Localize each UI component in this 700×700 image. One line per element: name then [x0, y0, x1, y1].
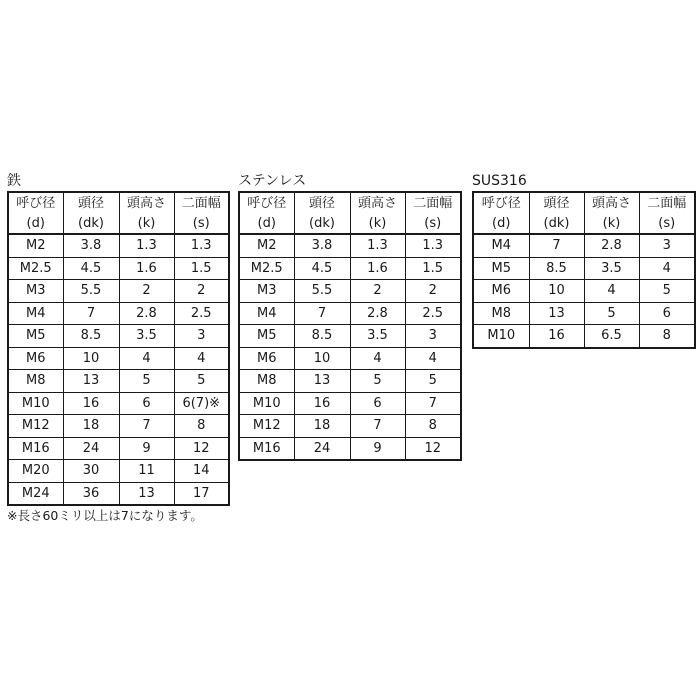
header-sub: (dk) [294, 214, 350, 234]
table-cell: 13 [529, 302, 584, 325]
table-cell: 10 [63, 347, 119, 370]
table-row [8, 392, 229, 415]
table-cell: 5.5 [63, 280, 119, 303]
table-cell: 3 [174, 325, 229, 348]
table-cell: M10 [473, 325, 529, 348]
table-cell: 2 [405, 280, 461, 303]
table-cell: M2.5 [8, 257, 63, 280]
table-cell: 1.3 [174, 234, 229, 257]
table-cell: 2 [350, 280, 405, 303]
section-sus316 [472, 173, 696, 349]
table-cell: 16 [529, 325, 584, 348]
table-cell: 7 [405, 392, 461, 415]
table-cell: M12 [8, 415, 63, 438]
table-cell: 7 [63, 302, 119, 325]
header-nominal-diameter: 呼び径 [473, 192, 529, 214]
table-cell: 7 [119, 415, 174, 438]
table-cell: 14 [174, 460, 229, 483]
table-cell: 2.8 [119, 302, 174, 325]
table-cell: 8 [174, 415, 229, 438]
table-cell: M5 [8, 325, 63, 348]
table-cell: 11 [119, 460, 174, 483]
table-cell: 3.5 [584, 257, 639, 280]
table-row [8, 482, 229, 505]
header-width-across-flats: 二面幅 [639, 192, 695, 214]
table-cell: 8.5 [529, 257, 584, 280]
table-cell: 8 [639, 325, 695, 348]
table-cell: M2.5 [239, 257, 294, 280]
table-cell: 4 [584, 280, 639, 303]
table-row [239, 415, 461, 438]
header-nominal-diameter: 呼び径 [239, 192, 294, 214]
header-sub: (d) [8, 214, 63, 234]
table-cell: 6.5 [584, 325, 639, 348]
table-cell: 30 [63, 460, 119, 483]
table-cell: 5 [639, 280, 695, 303]
table-cell: 5 [584, 302, 639, 325]
table-cell: M12 [239, 415, 294, 438]
table-cell: 1.3 [405, 234, 461, 257]
table-cell: 36 [63, 482, 119, 505]
table-cell: M6 [8, 347, 63, 370]
table-cell: 10 [294, 347, 350, 370]
table-cell: 4 [405, 347, 461, 370]
table-cell: 4 [639, 257, 695, 280]
table-row [473, 234, 695, 257]
table-cell: 7 [294, 302, 350, 325]
header-head-diameter: 頭径 [294, 192, 350, 214]
table-cell: 5.5 [294, 280, 350, 303]
table-cell: 4.5 [63, 257, 119, 280]
table-cell: 5 [350, 370, 405, 393]
table-row [239, 437, 461, 460]
table-cell: 13 [294, 370, 350, 393]
table-cell: M4 [239, 302, 294, 325]
table-cell: 4 [350, 347, 405, 370]
table-cell: 17 [174, 482, 229, 505]
table-cell: 5 [405, 370, 461, 393]
header-sub: (k) [119, 214, 174, 234]
table-cell: 8.5 [294, 325, 350, 348]
header-head-height: 頭高さ [350, 192, 405, 214]
table-cell: 12 [174, 437, 229, 460]
table-cell: 18 [294, 415, 350, 438]
header-head-height: 頭高さ [584, 192, 639, 214]
table-cell: 3.8 [294, 234, 350, 257]
table-cell: 4 [119, 347, 174, 370]
table-cell: 1.6 [119, 257, 174, 280]
table-cell: 8 [405, 415, 461, 438]
table-cell: 24 [294, 437, 350, 460]
table-cell: M2 [8, 234, 63, 257]
table-cell: 1.3 [119, 234, 174, 257]
table-cell: M10 [8, 392, 63, 415]
table-cell: 2.8 [350, 302, 405, 325]
table-cell: M10 [239, 392, 294, 415]
table-cell: M3 [239, 280, 294, 303]
table-row [473, 257, 695, 280]
table-cell: M6 [239, 347, 294, 370]
section-title: SUS316 [472, 173, 527, 189]
header-head-diameter: 頭径 [63, 192, 119, 214]
table-cell: M5 [473, 257, 529, 280]
footnote: ※長さ60ミリ以上は7になります。 [7, 508, 203, 523]
table-cell: 18 [63, 415, 119, 438]
table-cell: 6 [119, 392, 174, 415]
table-cell: 13 [63, 370, 119, 393]
table-row [8, 302, 229, 325]
table-cell: 3.5 [119, 325, 174, 348]
table-cell: M4 [8, 302, 63, 325]
section-stainless [238, 173, 462, 461]
table-cell: 4 [174, 347, 229, 370]
header-sub: (k) [350, 214, 405, 234]
table-cell: 5 [119, 370, 174, 393]
table-cell: M3 [8, 280, 63, 303]
table-cell: M5 [239, 325, 294, 348]
table-row [239, 257, 461, 280]
table-row [239, 302, 461, 325]
table-row [473, 302, 695, 325]
table-cell: 2 [119, 280, 174, 303]
header-sub: (dk) [63, 214, 119, 234]
table-cell: 24 [63, 437, 119, 460]
table-cell: 1.5 [174, 257, 229, 280]
table-cell: 3 [405, 325, 461, 348]
table-cell: 16 [294, 392, 350, 415]
table-cell: 2.5 [405, 302, 461, 325]
table-row [239, 392, 461, 415]
table-cell: 1.6 [350, 257, 405, 280]
table-row [473, 325, 695, 348]
table-cell: 6 [350, 392, 405, 415]
table-cell: 3 [639, 234, 695, 257]
table-row [8, 437, 229, 460]
table-cell: 4.5 [294, 257, 350, 280]
table-cell: 9 [350, 437, 405, 460]
table-cell: M16 [239, 437, 294, 460]
table-cell: M8 [473, 302, 529, 325]
spec-table-sus316 [472, 191, 696, 349]
table-row [239, 280, 461, 303]
table-row [8, 325, 229, 348]
table-cell: 5 [174, 370, 229, 393]
table-row [8, 234, 229, 257]
header-sub: (s) [174, 214, 229, 234]
header-sub: (d) [473, 214, 529, 234]
header-sub: (s) [405, 214, 461, 234]
table-row [8, 347, 229, 370]
table-cell: 7 [529, 234, 584, 257]
table-cell: 16 [63, 392, 119, 415]
table-cell: 7 [350, 415, 405, 438]
header-sub: (d) [239, 214, 294, 234]
table-cell: 1.5 [405, 257, 461, 280]
header-sub: (k) [584, 214, 639, 234]
header-width-across-flats: 二面幅 [174, 192, 229, 214]
header-head-height: 頭高さ [119, 192, 174, 214]
spec-table-iron [7, 191, 230, 506]
table-cell: 2.5 [174, 302, 229, 325]
table-row [239, 370, 461, 393]
table-cell: 2 [174, 280, 229, 303]
header-sub: (s) [639, 214, 695, 234]
table-row [8, 370, 229, 393]
section-title: ステンレス [238, 173, 307, 189]
section-iron [7, 173, 230, 506]
table-cell: 3.5 [350, 325, 405, 348]
table-row [239, 325, 461, 348]
table-cell: 1.3 [350, 234, 405, 257]
spec-table-stainless [238, 191, 462, 461]
table-cell: M4 [473, 234, 529, 257]
table-cell: M6 [473, 280, 529, 303]
header-sub: (dk) [529, 214, 584, 234]
table-row [8, 460, 229, 483]
table-cell: 2.8 [584, 234, 639, 257]
table-cell: 9 [119, 437, 174, 460]
table-row [239, 347, 461, 370]
table-cell: 10 [529, 280, 584, 303]
table-cell: 3.8 [63, 234, 119, 257]
section-title: 鉄 [7, 173, 21, 189]
table-row [8, 415, 229, 438]
header-width-across-flats: 二面幅 [405, 192, 461, 214]
table-row [473, 280, 695, 303]
table-cell: M8 [8, 370, 63, 393]
table-cell: M24 [8, 482, 63, 505]
table-cell: 13 [119, 482, 174, 505]
header-head-diameter: 頭径 [529, 192, 584, 214]
header-nominal-diameter: 呼び径 [8, 192, 63, 214]
table-cell: 6 [639, 302, 695, 325]
table-cell: M20 [8, 460, 63, 483]
table-cell: 8.5 [63, 325, 119, 348]
table-row [239, 234, 461, 257]
table-cell: 6(7)※ [174, 392, 229, 415]
table-row [8, 280, 229, 303]
table-row [8, 257, 229, 280]
table-cell: M2 [239, 234, 294, 257]
table-cell: M16 [8, 437, 63, 460]
table-cell: 12 [405, 437, 461, 460]
table-cell: M8 [239, 370, 294, 393]
